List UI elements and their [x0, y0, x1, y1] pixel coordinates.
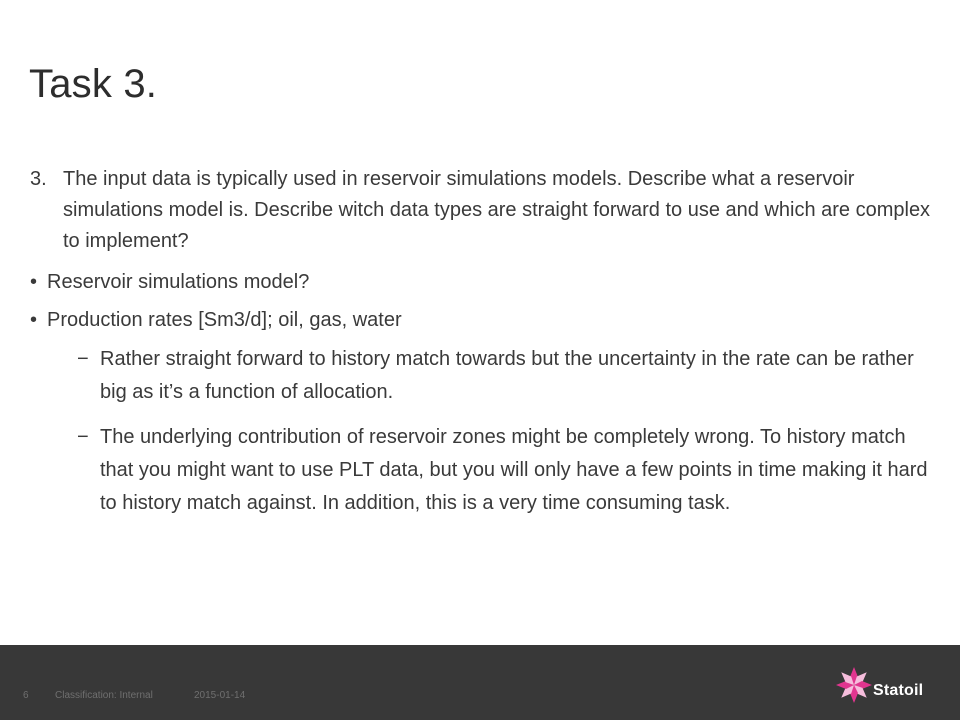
- bullet-item-reservoir-model: [30, 267, 935, 298]
- numbered-item-3: [30, 164, 935, 257]
- slide-body: [30, 164, 935, 532]
- item-text: Rather straight forward to history match towards but the uncertainty in the rate can be rather big as it’s a function of allocation.: [100, 348, 914, 403]
- item-text: Production rates [Sm3/d]; oil, gas, water: [47, 309, 402, 331]
- bullet-marker: •: [30, 271, 38, 293]
- item-text: The underlying contribution of reservoir zones might be completely wrong. To history match that you might want to use PLT data, but you will only have a few points in time making it hard to history match against. In addition, this is a very time consuming task.: [100, 426, 928, 514]
- sub-item-reservoir-zones: [30, 421, 935, 520]
- slide-title: Task 3.: [29, 62, 158, 106]
- dash-marker: −: [77, 348, 89, 370]
- page-number: 6: [23, 690, 29, 701]
- bullet-item-production-rates: [30, 305, 935, 336]
- date-label: 2015-01-14: [194, 690, 246, 701]
- brand-name: Statoil: [873, 682, 924, 699]
- item-text: The input data is typically used in reservoir simulations models. Describe what a reservoir simulations model is. Describe witch data types are straight forward to use and which are complex to implement?: [63, 168, 931, 252]
- bullet-marker: •: [30, 309, 38, 331]
- footer-bar: [0, 645, 960, 720]
- list-number: 3.: [30, 168, 47, 190]
- classification-label: Classification: Internal: [55, 690, 153, 701]
- sub-item-allocation: [30, 343, 935, 409]
- dash-marker: −: [77, 426, 89, 448]
- item-text: Reservoir simulations model?: [47, 271, 310, 293]
